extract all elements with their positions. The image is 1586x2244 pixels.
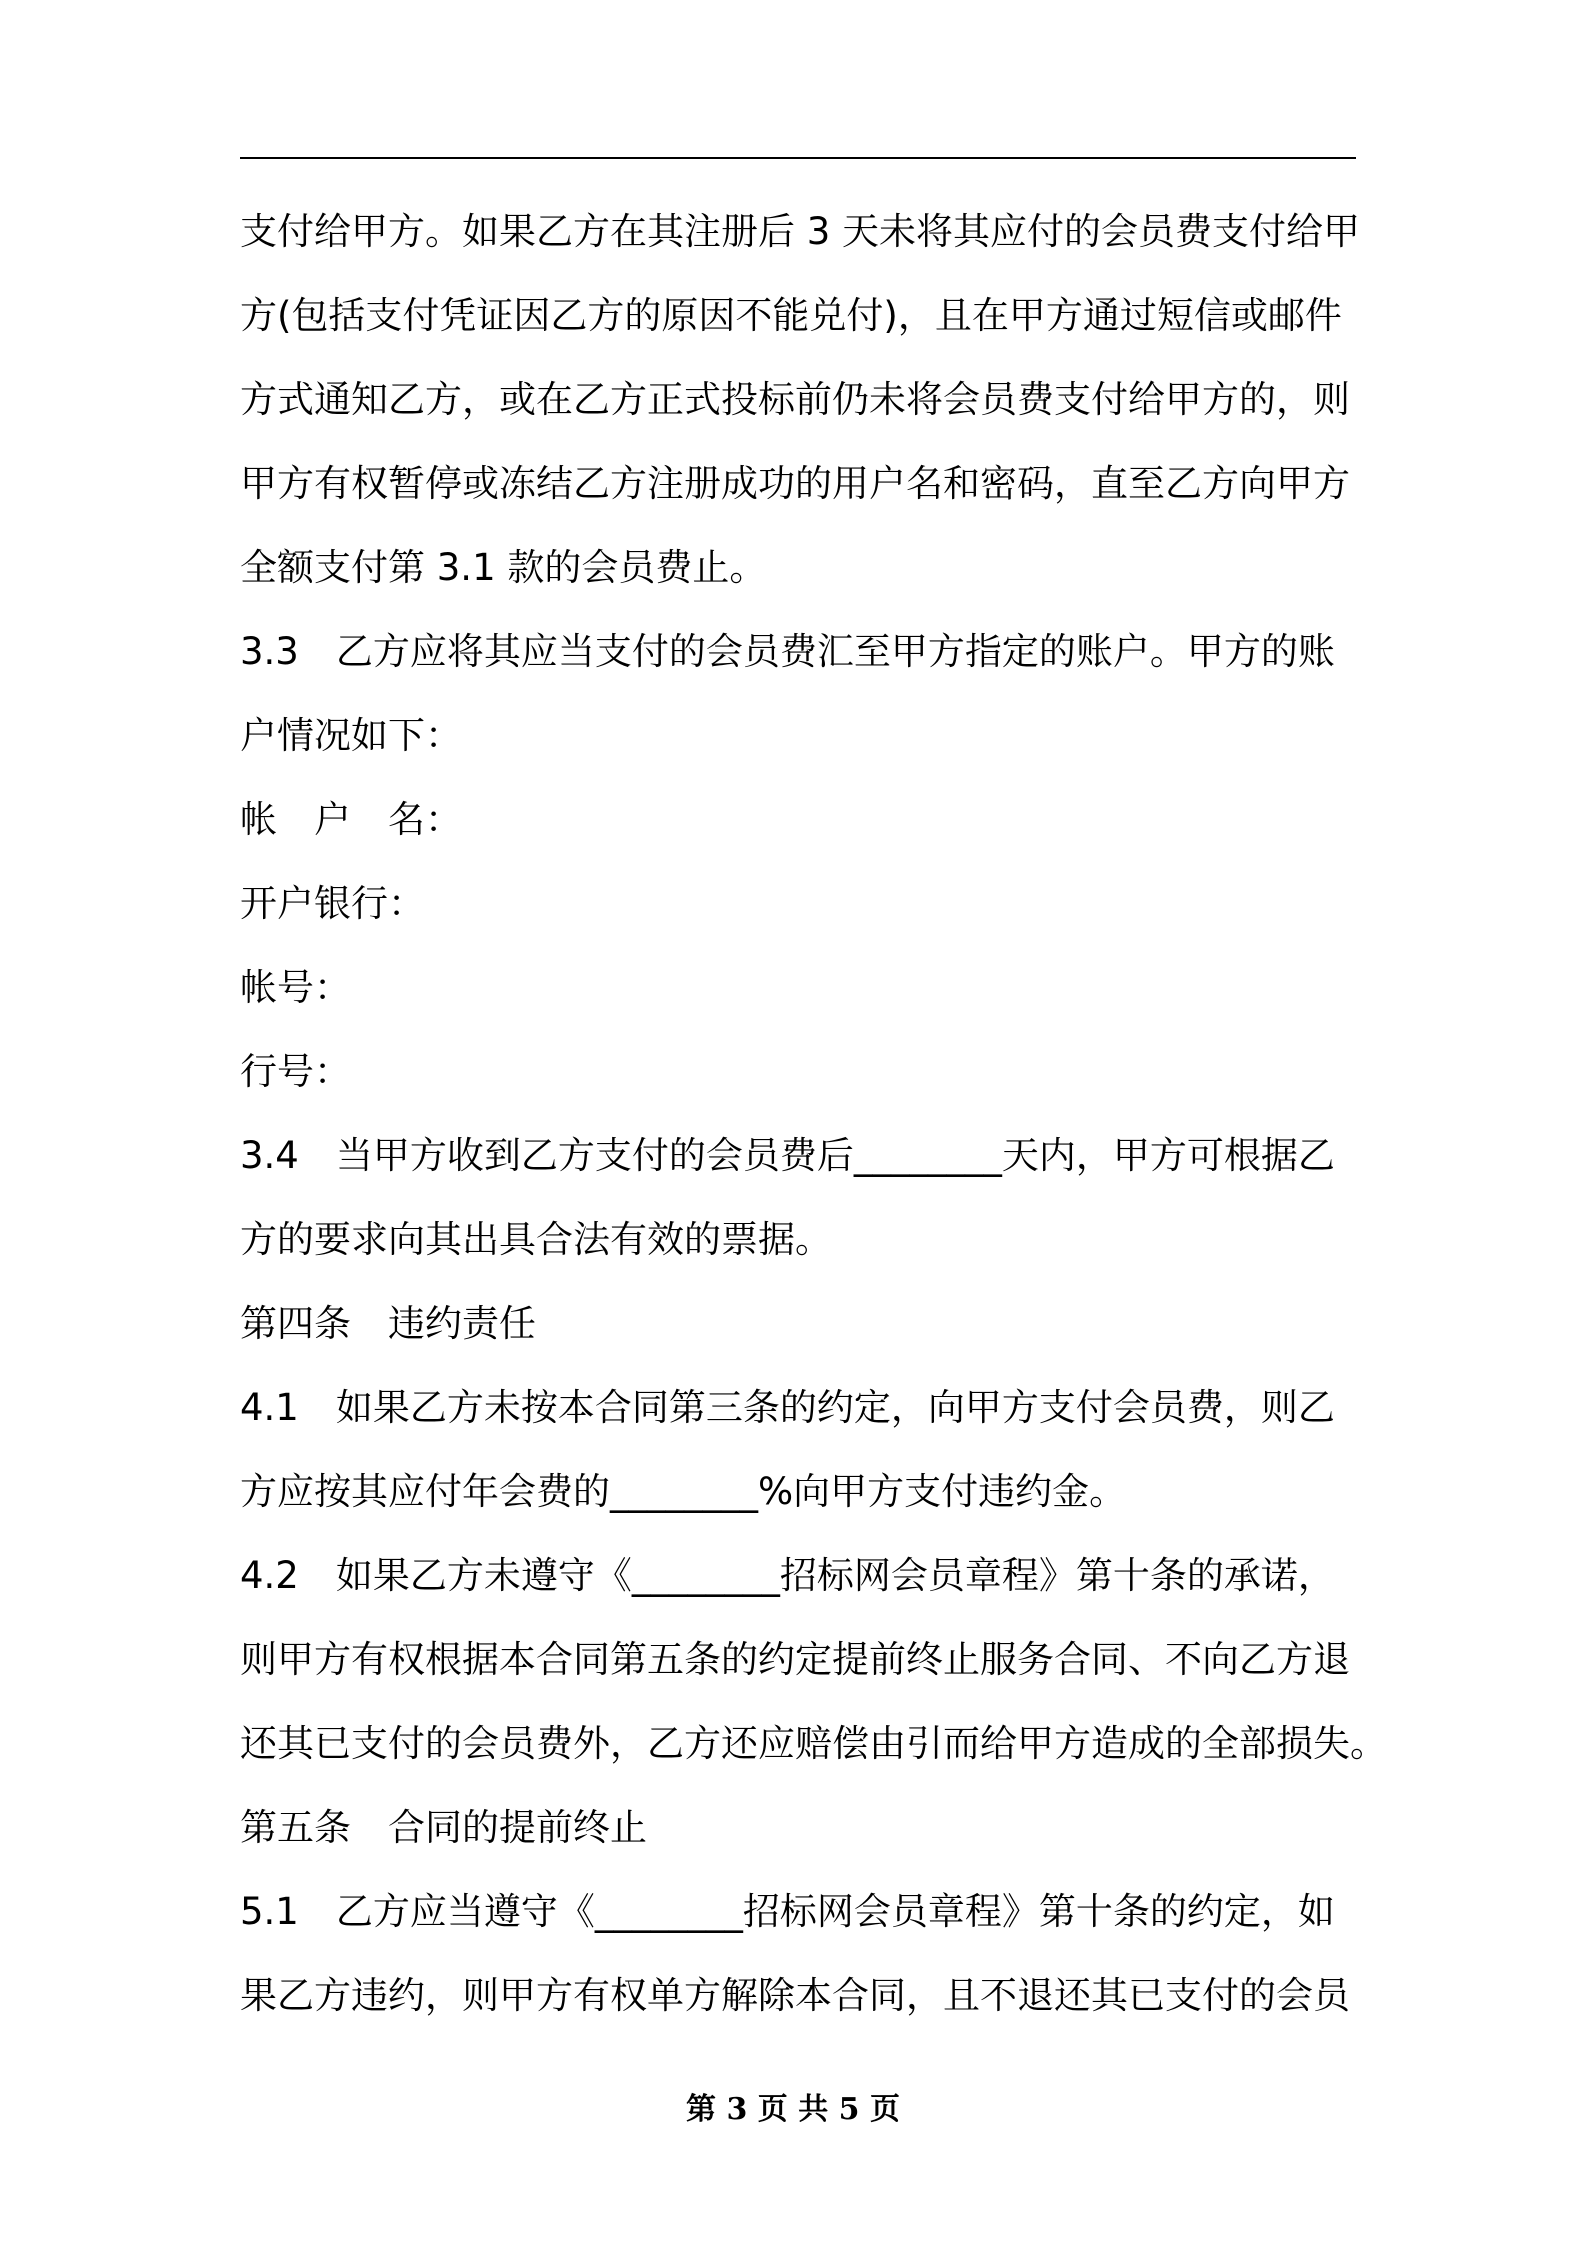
body-line: 果乙方违约，则甲方有权单方解除本合同，且不退还其已支付的会员 bbox=[240, 1974, 1350, 2017]
bank-code-field: 行号： bbox=[240, 1050, 351, 1093]
document-body bbox=[240, 190, 1387, 2038]
header-rule bbox=[240, 157, 1356, 159]
article-5-heading: 第五条 合同的提前终止 bbox=[240, 1806, 647, 1849]
account-number-field: 帐号： bbox=[240, 966, 351, 1009]
body-line: 方应按其应付年会费的________%向甲方支付违约金。 bbox=[240, 1470, 1127, 1513]
article-4-heading: 第四条 违约责任 bbox=[240, 1302, 536, 1345]
account-name-field: 帐 户 名： bbox=[240, 798, 462, 841]
body-line: 方的要求向其出具合法有效的票据。 bbox=[240, 1218, 832, 1261]
clause-3-3: 3.3 乙方应将其应当支付的会员费汇至甲方指定的账户。甲方的账 bbox=[240, 630, 1335, 673]
clause-4-1: 4.1 如果乙方未按本合同第三条的约定，向甲方支付会员费，则乙 bbox=[240, 1386, 1335, 1429]
clause-4-2: 4.2 如果乙方未遵守《________招标网会员章程》第十条的承诺， bbox=[240, 1554, 1335, 1597]
body-line: 还其已支付的会员费外，乙方还应赔偿由引而给甲方造成的全部损失。 bbox=[240, 1722, 1387, 1765]
page-number: 第 3 页 共 5 页 bbox=[686, 2092, 900, 2127]
body-line: 方式通知乙方，或在乙方正式投标前仍未将会员费支付给甲方的，则 bbox=[240, 378, 1350, 421]
bank-field: 开户银行： bbox=[240, 882, 425, 925]
body-line: 全额支付第 3.1 款的会员费止。 bbox=[240, 546, 767, 589]
clause-3-4: 3.4 当甲方收到乙方支付的会员费后________天内，甲方可根据乙 bbox=[240, 1134, 1335, 1177]
body-line: 则甲方有权根据本合同第五条的约定提前终止服务合同、不向乙方退 bbox=[240, 1638, 1350, 1681]
body-line: 方(包括支付凭证因乙方的原因不能兑付)，且在甲方通过短信或邮件 bbox=[240, 294, 1342, 337]
body-line: 户情况如下： bbox=[240, 714, 462, 757]
body-line: 支付给甲方。如果乙方在其注册后 3 天未将其应付的会员费支付给甲 bbox=[240, 210, 1361, 253]
clause-5-1: 5.1 乙方应当遵守《________招标网会员章程》第十条的约定，如 bbox=[240, 1890, 1335, 1933]
body-line: 甲方有权暂停或冻结乙方注册成功的用户名和密码，直至乙方向甲方 bbox=[240, 462, 1350, 505]
